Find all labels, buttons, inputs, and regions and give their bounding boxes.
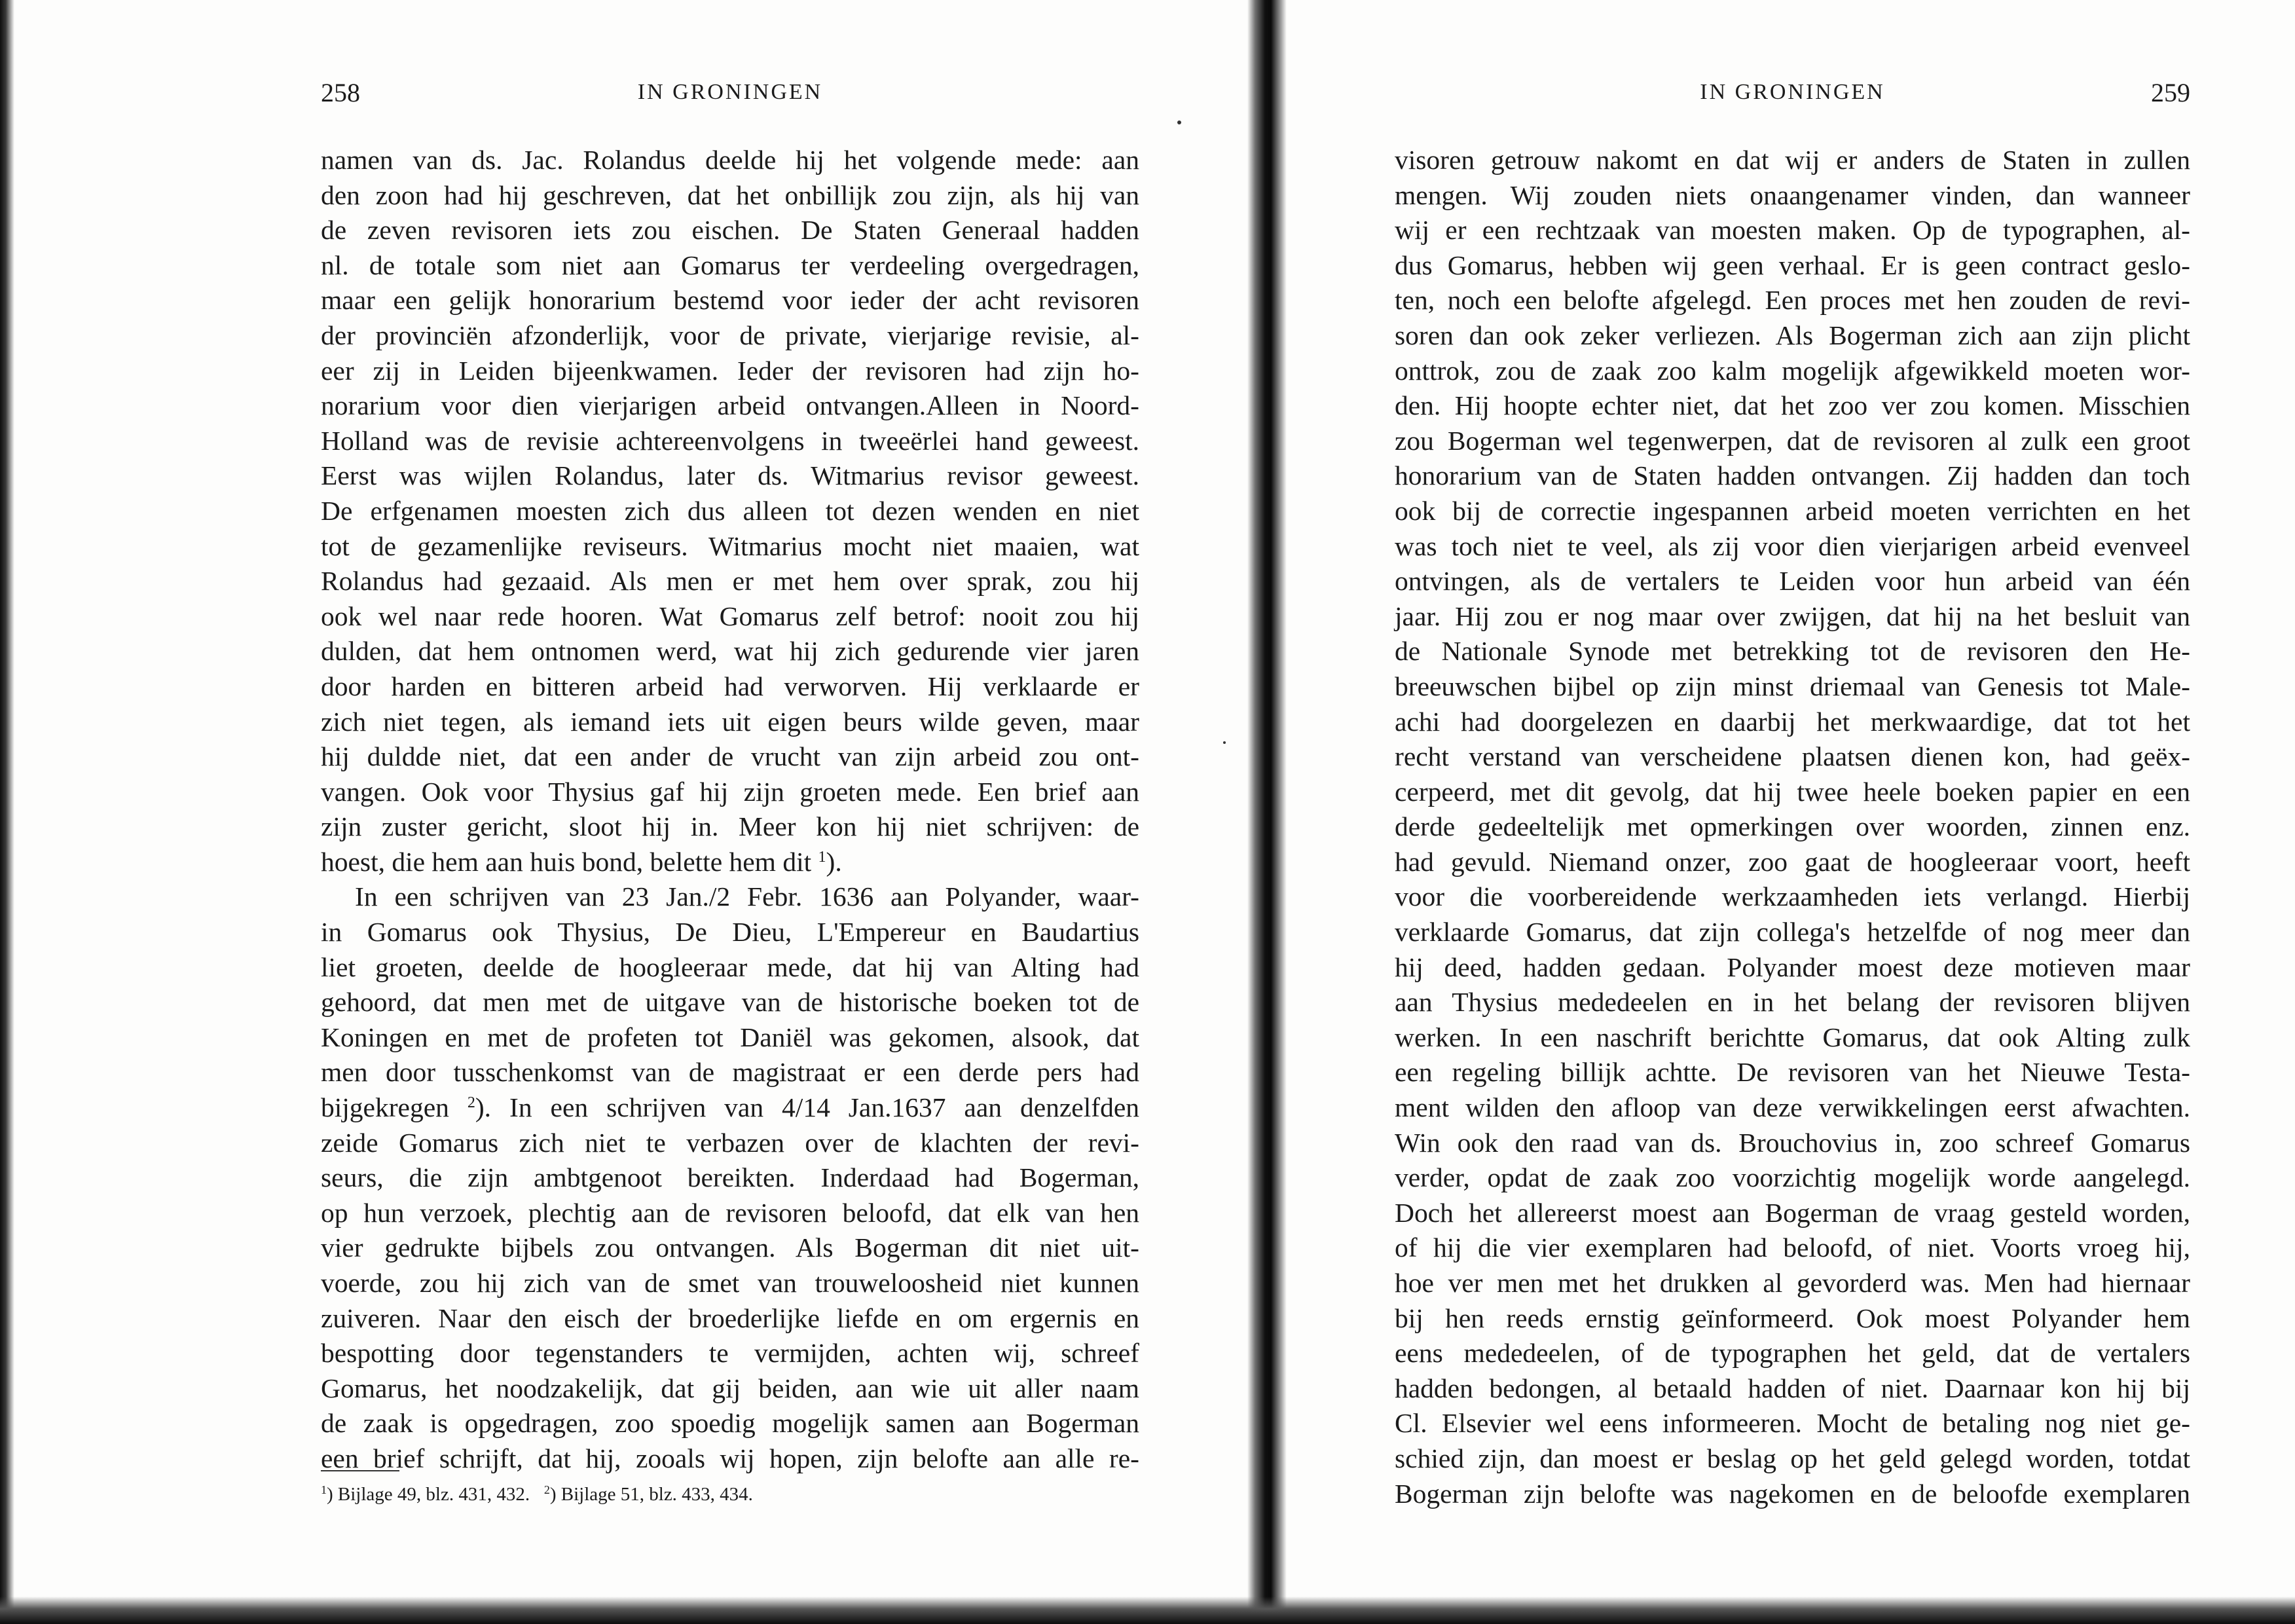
page-number: 259 [2151,78,2190,107]
footnote-marker: 2 [543,1483,550,1496]
text-line: nl. de totale som niet aan Gomarus ter verdeeling overgedragen, [321,249,1139,280]
text-line: op hun verzoek, plechtig aan de revisoren beloofd, dat elk van hen [321,1197,1139,1228]
text-line: eens mededeelen, of de typographen het geld, dat de vertalers [1395,1338,2190,1369]
text-line: soren dan ook zeker verliezen. Als Bogerman zich aan zijn plicht [1395,320,2190,350]
running-head: IN GRONINGEN [1700,80,1885,104]
text-line: gehoord, dat men met de uitgave van de historische boeken tot de [321,987,1139,1018]
footnotes [321,1481,1139,1507]
text-line: Rolandus had gezaaid. Als men er met hem over sprak, zou hij [321,566,1139,597]
footnote-rule [321,1470,399,1471]
text-line: jaar. Hij zou er nog maar over zwijgen, dat hij na het besluit van [1395,600,2190,631]
text-line: honorarium van de Staten hadden ontvangen. Zij hadden dan toch [1395,460,2190,491]
text-line: ment wilden den afloop van deze verwikkelingen eerst afwachten. [1395,1092,2190,1123]
text-line: werken. In een naschrift berichtte Gomarus, dat ook Alting zulk [1395,1022,2190,1052]
book-gutter [1247,0,1287,1624]
page-number: 258 [321,78,360,107]
text-line: zeide Gomarus zich niet te verbazen over de klachten der revi- [321,1127,1139,1158]
text-line: een brief schrijft, dat hij, zooals wij hopen, zijn belofte aan alle re- [321,1443,1139,1473]
text-line-content: hoest, die hem aan huis bond, belette hem dit [321,846,812,877]
text-line: door harden en bitteren arbeid had verworven. Hij verklaarde er [321,671,1139,701]
text-line: voor die voorbereidende werkzaamheden iets verlangd. Hierbij [1395,881,2190,912]
text-line: mengen. Wij zouden niets onaangenamer vinden, dan wanneer [1395,179,2190,210]
text-line: Doch het allereerst moest aan Bogerman de vraag gesteld worden, [1395,1197,2190,1228]
text-line: aan Thysius mededeelen en in het belang der revisoren blijven [1395,987,2190,1018]
text-line: tot de gezamenlijke reviseurs. Witmarius mocht niet maaien, wat [321,530,1139,561]
footnote-1: ) Bijlage 49, blz. 431, 432. [327,1484,530,1505]
text-line [321,1090,1139,1126]
text-line: bespotting door tegenstanders te vermijden, achten wij, schreef [321,1338,1139,1369]
text-line [321,845,1139,880]
text-line: ook wel naar rede hooren. Wat Gomarus zelf betrof: nooit zou hij [321,600,1139,631]
text-line: hij duldde niet, dat een ander de vrucht van zijn arbeid zou ont- [321,741,1139,772]
scan-bottom-shadow [0,1596,2295,1624]
text-line: had gevuld. Niemand onzer, zoo gaat de hoogleeraar voort, heeft [1395,846,2190,877]
text-line: schied zijn, dan moest er beslag op het geld gelegd worden, totdat [1395,1443,2190,1473]
text-line: hoe ver men met het drukken al gevorderd was. Men had hiernaar [1395,1268,2190,1298]
left-page-header [321,77,1139,117]
text-line: Cl. Elsevier wel eens informeeren. Mocht de betaling nog niet ge- [1395,1408,2190,1439]
text-line: vangen. Ook voor Thysius gaf hij zijn groeten mede. Een brief aan [321,776,1139,807]
text-line: onttrok, zou de zaak zoo kalm mogelijk afgewikkeld moeten wor- [1395,355,2190,386]
running-head: IN GRONINGEN [637,80,823,104]
text-line: seurs, die zijn ambtgenoot bereikten. Inderdaad had Bogerman, [321,1162,1139,1193]
text-line: Koningen en met de profeten tot Daniël was gekomen, alsook, dat [321,1022,1139,1052]
text-line: ook bij de correctie ingespannen arbeid moeten verrichten en het [1395,495,2190,526]
text-line: Holland was de revisie achtereenvolgens in tweeërlei hand geweest. [321,425,1139,456]
text-line: dulden, dat hem ontnomen werd, wat hij zich gedurende vier jaren [321,636,1139,667]
text-line: of hij die vier exemplaren had beloofd, of niet. Voorts vroeg hij, [1395,1232,2190,1263]
text-line: hij deed, hadden gedaan. Polyander moest deze motieven maar [1395,951,2190,982]
text-line: liet groeten, deelde de hoogleeraar mede, dat hij van Alting had [321,951,1139,982]
text-line: in Gomarus ook Thysius, De Dieu, L'Empereur en Baudartius [321,917,1139,948]
text-line: Gomarus, het noodzakelijk, dat gij beiden, aan wie uit aller naam [321,1373,1139,1403]
text-line: de zeven revisoren iets zou eischen. De Staten Generaal hadden [321,215,1139,246]
text-line: maar een gelijk honorarium bestemd voor ieder der acht revisoren [321,285,1139,316]
text-line: Bogerman zijn belofte was nagekomen en de beloofde exemplaren [1395,1478,2190,1509]
text-line: Win ook den raad van ds. Brouchovius in, zoo schreef Gomarus [1395,1127,2190,1158]
text-line: achi had doorgelezen en daarbij het merkwaardige, dat tot het [1395,706,2190,737]
scan-speck [1223,741,1226,744]
text-line-end: ). [826,846,842,877]
text-line: visoren getrouw nakomt en dat wij er anders de Staten in zullen [1395,145,2190,175]
text-line: wij er een rechtzaak van moesten maken. Op de typographen, al- [1395,215,2190,246]
text-line: men door tusschenkomst van de magistraat er een derde pers had [321,1057,1139,1088]
text-line: verder, opdat de zaak zoo voorzichtig mogelijk worde aangelegd. [1395,1162,2190,1193]
footnote-marker: 2 [467,1094,475,1112]
text-line: den zoon had hij geschreven, dat het onbillijk zou zijn, als hij van [321,179,1139,210]
text-line-content: bijgekregen [321,1092,449,1123]
text-line: de Nationale Synode met betrekking tot de revisoren den He- [1395,636,2190,667]
scan-speck [1177,120,1181,124]
scan-edge-shadow [0,0,14,1624]
text-line: ontvingen, als de vertalers te Leiden voor hun arbeid van één [1395,566,2190,597]
text-line: recht verstand van verscheidene plaatsen dienen kon, had geëx- [1395,741,2190,772]
footnote-2: ) Bijlage 51, blz. 433, 434. [549,1484,753,1505]
text-line: eer zij in Leiden bijeenkwamen. Ieder der revisoren had zijn ho- [321,355,1139,386]
text-line: voerde, zou hij zich van de smet van trouweloosheid niet kunnen [321,1268,1139,1298]
text-line: In een schrijven van 23 Jan./2 Febr. 1636 aan Polyander, waar- [355,881,1139,912]
text-line: breeuwschen bijbel op zijn minst driemaal van Genesis tot Male- [1395,671,2190,701]
text-line: zou Bogerman wel tegenwerpen, dat de revisoren al zulk een groot [1395,425,2190,456]
text-line: hadden bedongen, al betaald hadden of niet. Daarnaar kon hij bij [1395,1373,2190,1403]
text-line-end: ). In een schrijven van 4/14 Jan.1637 aan denzelfden [475,1092,1139,1123]
footnote-marker: 1 [818,848,826,866]
text-line: namen van ds. Jac. Rolandus deelde hij het volgende mede: aan [321,145,1139,175]
text-line: een regeling billijk achtte. De revisoren van het Nieuwe Testa- [1395,1057,2190,1088]
text-line: zijn zuster gericht, sloot hij in. Meer kon hij niet schrijven: de [321,811,1139,842]
left-page-body [321,143,1139,1477]
text-line: De erfgenamen moesten zich dus alleen tot dezen wenden en niet [321,495,1139,526]
text-line: Eerst was wijlen Rolandus, later ds. Witmarius revisor geweest. [321,460,1139,491]
text-line: verklaarde Gomarus, dat zijn collega's hetzelfde of nog meer dan [1395,917,2190,948]
text-line: vier gedrukte bijbels zou ontvangen. Als Bogerman dit niet uit- [321,1232,1139,1263]
text-line: de zaak is opgedragen, zoo spoedig mogelijk samen aan Bogerman [321,1408,1139,1439]
text-line: der provinciën afzonderlijk, voor de private, vierjarige revisie, al- [321,320,1139,350]
right-page-body [1395,143,2190,1511]
right-page-header [1395,77,2190,117]
text-line: zuiveren. Naar den eisch der broederlijke liefde en om ergernis en [321,1302,1139,1333]
right-page [1287,0,2295,1624]
footnote-marker: 1 [321,1483,327,1496]
text-line: den. Hij hoopte echter niet, dat het zoo ver zou komen. Misschien [1395,390,2190,421]
text-line: derde gedeeltelijk met opmerkingen over woorden, zinnen enz. [1395,811,2190,842]
text-line: ten, noch een belofte afgelegd. Een proces met hen zouden de revi- [1395,285,2190,316]
text-line: norarium voor dien vierjarigen arbeid ontvangen.Alleen in Noord- [321,390,1139,421]
text-line: zich niet tegen, als iemand iets uit eigen beurs wilde geven, maar [321,706,1139,737]
text-line: was toch niet te veel, als zij voor dien vierjarigen arbeid evenveel [1395,530,2190,561]
text-line: cerpeerd, met dit gevolg, dat hij twee heele boeken papier en een [1395,776,2190,807]
text-line: dus Gomarus, hebben wij geen verhaal. Er is geen contract geslo- [1395,249,2190,280]
text-line: bij hen reeds ernstig geïnformeerd. Ook moest Polyander hem [1395,1302,2190,1333]
